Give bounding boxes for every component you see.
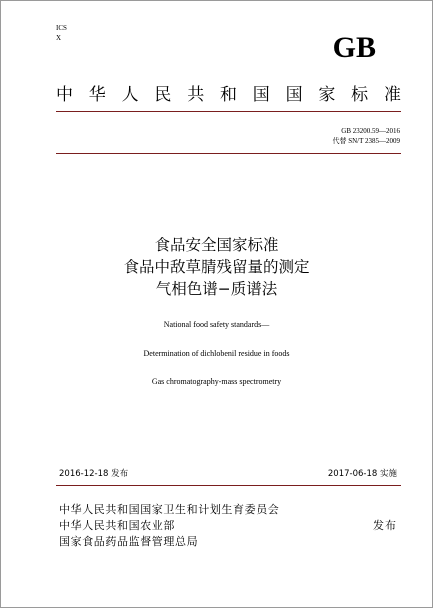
implementation-date: 2017-06-18 实施 xyxy=(327,469,397,479)
header-divider xyxy=(56,111,401,112)
org-char: 人 xyxy=(121,85,139,105)
english-title-line-1: National food safety standards— xyxy=(163,320,270,329)
org-char: 民 xyxy=(154,85,172,105)
gb-logo: GB xyxy=(332,31,376,64)
org-char: 华 xyxy=(88,85,106,105)
ics-block xyxy=(56,23,67,43)
date-divider xyxy=(56,485,401,486)
ics-code: ICS xyxy=(56,24,67,32)
english-title-line-3: Gas chromatography-mass spectrometry xyxy=(151,377,282,386)
org-char: 国 xyxy=(285,85,303,105)
org-char: 标 xyxy=(351,85,369,105)
title-line-2: 食品中敌草腈残留量的测定 xyxy=(123,258,310,276)
issuer-line-3: 国家食品药品监督管理总局 xyxy=(59,535,199,548)
org-char: 中 xyxy=(56,85,73,105)
issuer-line-1: 中华人民共和国国家卫生和计划生育委员会 xyxy=(59,503,280,516)
org-char: 共 xyxy=(187,85,205,105)
publish-label: 发布 xyxy=(373,519,397,532)
replaces-standard: 代替 SN/T 2385—2009 xyxy=(332,137,400,145)
number-divider xyxy=(56,153,401,154)
english-title-line-2: Determination of dichlobenil residue in foods xyxy=(143,349,290,358)
standard-number: GB 23200.59—2016 xyxy=(341,127,400,135)
issuer-line-2: 中华人民共和国农业部 xyxy=(59,519,175,532)
org-char: 家 xyxy=(318,85,336,105)
issue-date: 2016-12-18 发布 xyxy=(59,469,129,479)
chinese-title xyxy=(1,234,432,300)
org-char: 准 xyxy=(383,85,401,105)
classification-code: X xyxy=(56,34,62,42)
org-char: 国 xyxy=(252,85,270,105)
org-char: 和 xyxy=(219,85,237,105)
standard-number-block xyxy=(332,126,400,146)
title-line-3: 气相色谱−质谱法 xyxy=(155,280,278,298)
title-line-1: 食品安全国家标准 xyxy=(154,236,279,254)
issuing-organization-heading xyxy=(56,80,401,105)
